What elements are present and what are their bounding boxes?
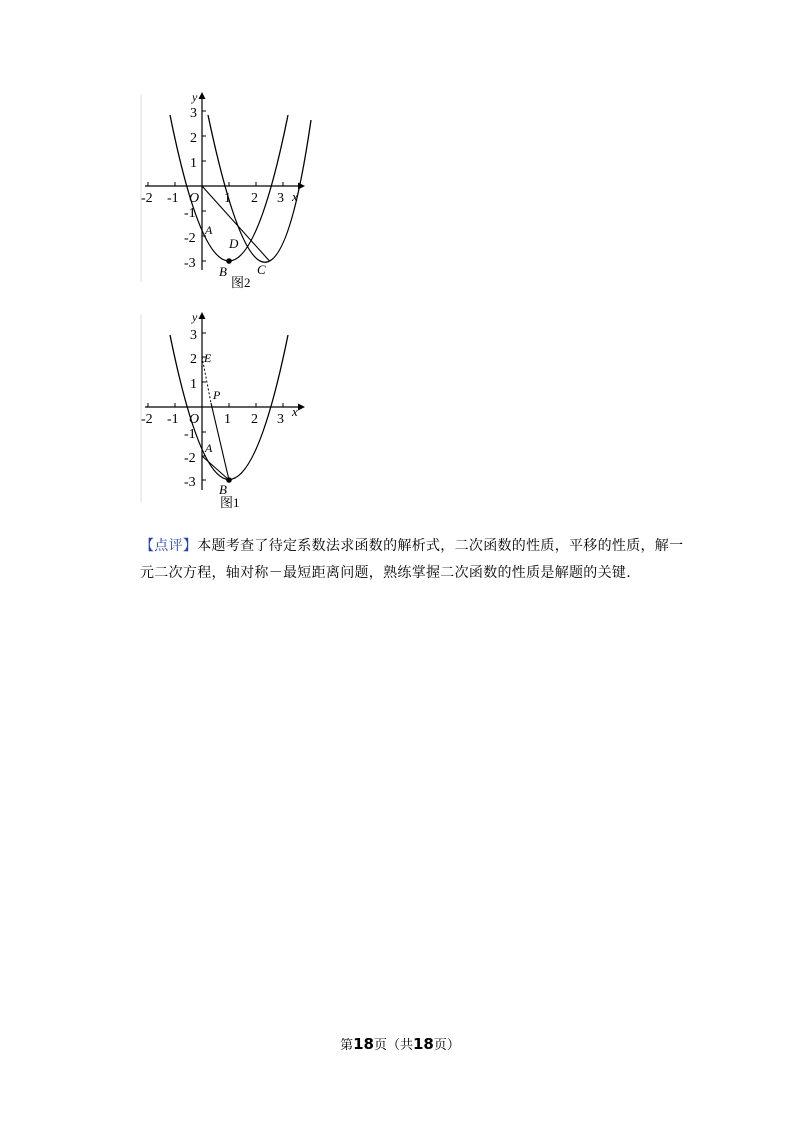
y-axis-arrow [199,312,206,319]
y-tick-label: -1 [184,427,196,442]
y-tick-label: 1 [190,156,197,171]
footer-prefix: 第 [340,1038,354,1053]
y-axis-label: y [192,310,198,324]
x-tick-label: 3 [277,191,284,206]
total-pages: 18 [413,1035,434,1053]
y-tick-label: -2 [184,451,196,466]
y-tick-label: 1 [190,377,197,392]
y-axis-label: y [192,90,198,104]
point-label-d: D [229,236,239,251]
point-label-b: B [219,482,227,497]
y-tick-label: -3 [184,475,196,490]
origin-label: O [189,412,200,427]
figure-2 [140,90,320,290]
comment-paragraph [140,533,690,587]
x-tick-label: -2 [141,412,153,427]
figure-caption: 图1 [220,495,240,510]
x-tick-label: -1 [167,191,179,206]
comment-text: 本题考查了待定系数法求函数的解析式，二次函数的性质，平移的性质，解一元二次方程，轴对称－最短距离问题，熟练掌握二次函数的性质是解题的关键. [140,538,684,581]
x-tick-label: 1 [224,412,231,427]
segment-ab [202,456,229,480]
x-axis-label: x [292,404,298,419]
x-tick-label: -2 [141,191,153,206]
y-tick-label: 2 [190,131,197,146]
figure-1-graph [140,310,320,510]
figure-2-graph [140,90,320,290]
point-label-a: A [205,223,213,237]
x-tick-label: -1 [167,412,179,427]
page-footer [0,1034,800,1053]
point-b [226,477,232,483]
comment-tag: 【点评】 [140,538,198,554]
y-tick-label: 3 [190,106,197,121]
x-axis-arrow [298,404,305,411]
point-label-a: A [205,441,213,455]
footer-suffix: 页） [433,1038,460,1053]
y-axis-arrow [199,92,206,99]
x-axis-label: x [292,189,298,204]
x-tick-label: 1 [224,191,231,206]
x-tick-label: 3 [277,412,284,427]
figure-caption: 图2 [231,275,251,290]
y-tick-label: -3 [184,256,196,271]
point-label-e: E [204,351,212,365]
y-tick-label: 2 [190,352,197,367]
y-tick-label: -2 [184,231,196,246]
x-tick-label: 2 [251,191,258,206]
point-b [226,258,232,264]
footer-middle: 页（共 [373,1038,413,1053]
point-label-p: P [213,388,221,402]
origin-label: O [189,191,200,206]
page-number: 18 [353,1035,374,1053]
figure-1 [140,310,320,510]
point-label-c: C [257,262,266,277]
y-tick-label: 3 [190,328,197,343]
x-tick-label: 2 [251,412,258,427]
point-label-b: B [219,264,227,279]
y-tick-label: -1 [184,206,196,221]
